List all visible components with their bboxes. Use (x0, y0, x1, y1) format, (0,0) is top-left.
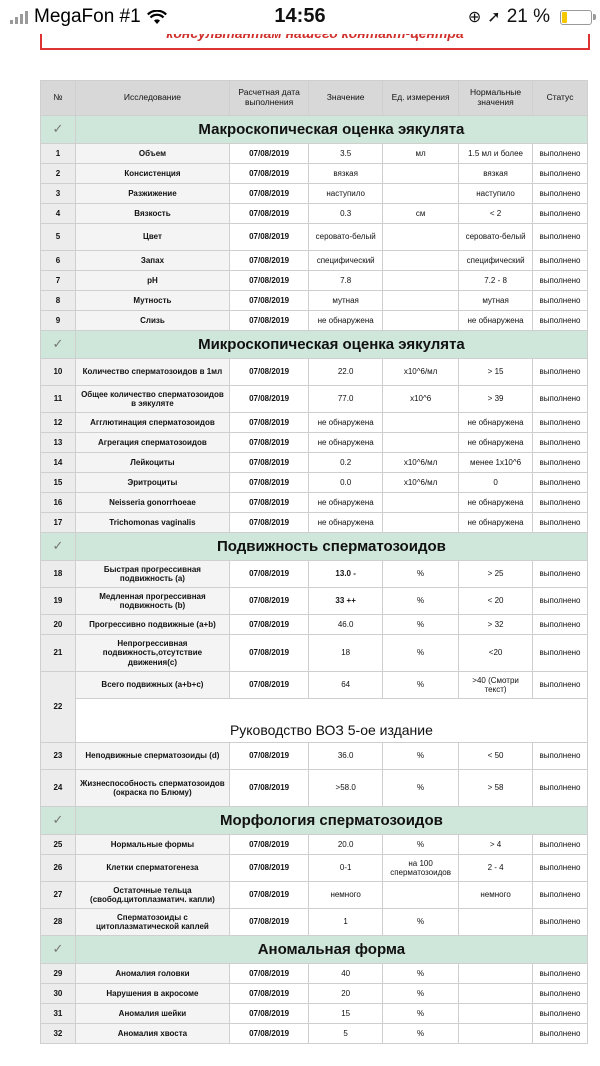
normal-range: вязкая (459, 164, 533, 184)
test-name: Прогрессивно подвижные (a+b) (75, 615, 229, 635)
table-row (41, 204, 588, 224)
due-date: 07/08/2019 (230, 743, 309, 770)
normal-range: > 15 (459, 359, 533, 386)
row-number: 30 (41, 984, 76, 1004)
result-value: немного (309, 882, 383, 909)
normal-range: < 50 (459, 743, 533, 770)
table-row (41, 493, 588, 513)
unit (383, 513, 459, 533)
due-date: 07/08/2019 (230, 615, 309, 635)
result-value: 0.2 (309, 453, 383, 473)
results-table (40, 80, 588, 1044)
row-number: 19 (41, 588, 76, 615)
section-title: Подвижность сперматозоидов (75, 533, 587, 561)
who-guideline-note: Руководство ВОЗ 5-ое издание (75, 699, 587, 743)
due-date: 07/08/2019 (230, 882, 309, 909)
test-name: Мутность (75, 291, 229, 311)
unit: % (383, 1024, 459, 1044)
normal-range (459, 984, 533, 1004)
checkmark-icon: ✓ (41, 807, 76, 835)
test-name: Клетки сперматогенеза (75, 855, 229, 882)
status-text: выполнено (533, 1024, 588, 1044)
section-title: Морфология сперматозоидов (75, 807, 587, 835)
col-header: Ед. измерения (383, 81, 459, 116)
table-row (41, 1024, 588, 1044)
row-number: 32 (41, 1024, 76, 1044)
normal-range: менее 1x10^6 (459, 453, 533, 473)
status-text: выполнено (533, 164, 588, 184)
unit (383, 271, 459, 291)
due-date: 07/08/2019 (230, 311, 309, 331)
table-row (41, 909, 588, 936)
col-header: № (41, 81, 76, 116)
normal-range: не обнаружена (459, 513, 533, 533)
status-text: выполнено (533, 513, 588, 533)
row-number: 8 (41, 291, 76, 311)
result-value: 0-1 (309, 855, 383, 882)
table-row (41, 453, 588, 473)
status-text: выполнено (533, 204, 588, 224)
table-row (41, 144, 588, 164)
row-number: 2 (41, 164, 76, 184)
unit: % (383, 984, 459, 1004)
result-value: не обнаружена (309, 493, 383, 513)
row-number: 31 (41, 1004, 76, 1024)
row-number: 16 (41, 493, 76, 513)
due-date: 07/08/2019 (230, 386, 309, 413)
normal-range: немного (459, 882, 533, 909)
row-number: 23 (41, 743, 76, 770)
result-value: 3.5 (309, 144, 383, 164)
normal-range: мутная (459, 291, 533, 311)
status-text: выполнено (533, 359, 588, 386)
status-bar (0, 0, 600, 34)
result-value: специфический (309, 251, 383, 271)
normal-range: не обнаружена (459, 433, 533, 453)
row-number: 15 (41, 473, 76, 493)
normal-range: <20 (459, 635, 533, 672)
unit (383, 291, 459, 311)
table-row (41, 224, 588, 251)
result-value: не обнаружена (309, 311, 383, 331)
col-header: Исследование (75, 81, 229, 116)
checkmark-icon: ✓ (41, 116, 76, 144)
table-row (41, 855, 588, 882)
result-value: 7.8 (309, 271, 383, 291)
due-date: 07/08/2019 (230, 909, 309, 936)
status-text: выполнено (533, 184, 588, 204)
location-icon: ➚ (487, 9, 501, 26)
due-date: 07/08/2019 (230, 453, 309, 473)
due-date: 07/08/2019 (230, 413, 309, 433)
results-sheet (40, 80, 588, 1044)
test-name: Быстрая прогрессивная подвижность (a) (75, 561, 229, 588)
result-value: наступило (309, 184, 383, 204)
due-date: 07/08/2019 (230, 271, 309, 291)
status-text: выполнено (533, 964, 588, 984)
unit: % (383, 835, 459, 855)
result-value: 0.3 (309, 204, 383, 224)
section-title: Аномальная форма (75, 936, 587, 964)
due-date: 07/08/2019 (230, 561, 309, 588)
result-value: 40 (309, 964, 383, 984)
test-name: Количество сперматозоидов в 1мл (75, 359, 229, 386)
normal-range: >40 (Смотри текст) (459, 672, 533, 699)
due-date: 07/08/2019 (230, 433, 309, 453)
unit (383, 413, 459, 433)
status-text: выполнено (533, 413, 588, 433)
normal-range: > 25 (459, 561, 533, 588)
unit (383, 251, 459, 271)
test-name: Всего подвижных (a+b+c) (75, 672, 229, 699)
unit (383, 882, 459, 909)
result-value: 22.0 (309, 359, 383, 386)
col-header: Значение (309, 81, 383, 116)
test-name: Neisseria gonorrhoeae (75, 493, 229, 513)
test-name: Аномалия головки (75, 964, 229, 984)
test-name: Общее количество сперматозоидов в эякуляте (75, 386, 229, 413)
section-title: Макроскопическая оценка эякулята (75, 116, 587, 144)
status-text: выполнено (533, 271, 588, 291)
due-date: 07/08/2019 (230, 984, 309, 1004)
normal-range: 0 (459, 473, 533, 493)
result-value: 33 ++ (309, 588, 383, 615)
row-number: 21 (41, 635, 76, 672)
col-header: Нормальные значения (459, 81, 533, 116)
row-number: 22 (41, 672, 76, 743)
row-number: 9 (41, 311, 76, 331)
result-value: 18 (309, 635, 383, 672)
status-text: выполнено (533, 743, 588, 770)
test-name: Нарушения в акросоме (75, 984, 229, 1004)
normal-range: > 32 (459, 615, 533, 635)
status-text: выполнено (533, 473, 588, 493)
table-row (41, 984, 588, 1004)
test-name: Непрогрессивная подвижность,отсутствие движения(c) (75, 635, 229, 672)
checkmark-icon: ✓ (41, 936, 76, 964)
unit: % (383, 672, 459, 699)
normal-range: > 58 (459, 770, 533, 807)
row-number: 25 (41, 835, 76, 855)
unit: x10^6 (383, 386, 459, 413)
test-name: Лейкоциты (75, 453, 229, 473)
due-date: 07/08/2019 (230, 672, 309, 699)
row-number: 12 (41, 413, 76, 433)
due-date: 07/08/2019 (230, 835, 309, 855)
row-number: 14 (41, 453, 76, 473)
table-row (41, 184, 588, 204)
section-header-row (41, 331, 588, 359)
orientation-lock-icon: ⊕ (467, 9, 482, 26)
due-date: 07/08/2019 (230, 184, 309, 204)
normal-range: > 39 (459, 386, 533, 413)
test-name: Консистенция (75, 164, 229, 184)
result-value: 46.0 (309, 615, 383, 635)
due-date: 07/08/2019 (230, 164, 309, 184)
normal-range: специфический (459, 251, 533, 271)
result-value: 36.0 (309, 743, 383, 770)
row-number: 11 (41, 386, 76, 413)
unit: см (383, 204, 459, 224)
test-name: Нормальные формы (75, 835, 229, 855)
unit: мл (383, 144, 459, 164)
test-name: Объем (75, 144, 229, 164)
table-row (41, 588, 588, 615)
status-text: выполнено (533, 251, 588, 271)
unit: x10^6/мл (383, 453, 459, 473)
section-header-row (41, 116, 588, 144)
unit (383, 493, 459, 513)
result-value: мутная (309, 291, 383, 311)
status-text: выполнено (533, 386, 588, 413)
test-name: Медленная прогрессивная подвижность (b) (75, 588, 229, 615)
row-number: 17 (41, 513, 76, 533)
due-date: 07/08/2019 (230, 964, 309, 984)
table-header-row (41, 81, 588, 116)
unit (383, 224, 459, 251)
checkmark-icon: ✓ (41, 331, 76, 359)
test-name: Неподвижные сперматозоиды (d) (75, 743, 229, 770)
status-text: выполнено (533, 615, 588, 635)
row-number: 13 (41, 433, 76, 453)
due-date: 07/08/2019 (230, 1004, 309, 1024)
test-name: pH (75, 271, 229, 291)
unit: % (383, 588, 459, 615)
result-value: не обнаружена (309, 413, 383, 433)
test-name: Слизь (75, 311, 229, 331)
due-date: 07/08/2019 (230, 224, 309, 251)
battery-percent: 21 % (506, 6, 550, 27)
col-header: Расчетная дата выполнения (230, 81, 309, 116)
table-row (41, 743, 588, 770)
status-text: выполнено (533, 493, 588, 513)
due-date: 07/08/2019 (230, 635, 309, 672)
test-name: Жизнеспособность сперматозоидов (окраска по Блюму) (75, 770, 229, 807)
result-value: 5 (309, 1024, 383, 1044)
normal-range: не обнаружена (459, 413, 533, 433)
table-row (41, 882, 588, 909)
normal-range (459, 909, 533, 936)
row-number: 20 (41, 615, 76, 635)
table-row (41, 964, 588, 984)
result-value: не обнаружена (309, 513, 383, 533)
result-value: 20.0 (309, 835, 383, 855)
status-text: выполнено (533, 224, 588, 251)
due-date: 07/08/2019 (230, 770, 309, 807)
col-header: Статус (533, 81, 588, 116)
unit: на 100 сперматозоидов (383, 855, 459, 882)
result-value: 13.0 - (309, 561, 383, 588)
normal-range: 1.5 мл и более (459, 144, 533, 164)
row-number: 5 (41, 224, 76, 251)
status-right (468, 6, 592, 28)
table-row (41, 770, 588, 807)
due-date: 07/08/2019 (230, 493, 309, 513)
normal-range (459, 1004, 533, 1024)
row-number: 24 (41, 770, 76, 807)
result-value: не обнаружена (309, 433, 383, 453)
test-name: Сперматозоиды с цитоплазматической каплей (75, 909, 229, 936)
unit: % (383, 1004, 459, 1024)
table-row (41, 473, 588, 493)
result-value: 20 (309, 984, 383, 1004)
table-row (41, 561, 588, 588)
row-number: 27 (41, 882, 76, 909)
status-text: выполнено (533, 635, 588, 672)
row-number: 18 (41, 561, 76, 588)
status-text: выполнено (533, 561, 588, 588)
section-header-row (41, 807, 588, 835)
carrier-name: MegaFon #1 (34, 6, 141, 27)
test-name: Аномалия шейки (75, 1004, 229, 1024)
unit (383, 164, 459, 184)
test-name: Запах (75, 251, 229, 271)
due-date: 07/08/2019 (230, 855, 309, 882)
status-text: выполнено (533, 770, 588, 807)
table-row (41, 251, 588, 271)
table-row (41, 615, 588, 635)
table-row (41, 271, 588, 291)
test-name: Цвет (75, 224, 229, 251)
row-number: 26 (41, 855, 76, 882)
due-date: 07/08/2019 (230, 513, 309, 533)
normal-range: серовато-белый (459, 224, 533, 251)
unit: % (383, 615, 459, 635)
unit: x10^6/мл (383, 473, 459, 493)
table-row (41, 164, 588, 184)
unit (383, 311, 459, 331)
row-number: 6 (41, 251, 76, 271)
row-number: 3 (41, 184, 76, 204)
row-number: 4 (41, 204, 76, 224)
section-header-row (41, 936, 588, 964)
test-name: Вязкость (75, 204, 229, 224)
unit: % (383, 909, 459, 936)
result-value: 64 (309, 672, 383, 699)
due-date: 07/08/2019 (230, 588, 309, 615)
status-text: выполнено (533, 291, 588, 311)
status-text: выполнено (533, 984, 588, 1004)
normal-range: не обнаружена (459, 311, 533, 331)
row-number: 29 (41, 964, 76, 984)
section-title: Микроскопическая оценка эякулята (75, 331, 587, 359)
section-header-row (41, 533, 588, 561)
normal-range: не обнаружена (459, 493, 533, 513)
status-text: выполнено (533, 453, 588, 473)
normal-range (459, 1024, 533, 1044)
status-text: выполнено (533, 311, 588, 331)
unit (383, 433, 459, 453)
checkmark-icon: ✓ (41, 533, 76, 561)
due-date: 07/08/2019 (230, 359, 309, 386)
unit: % (383, 743, 459, 770)
status-text: выполнено (533, 855, 588, 882)
normal-range (459, 964, 533, 984)
table-row (41, 311, 588, 331)
unit: % (383, 635, 459, 672)
due-date: 07/08/2019 (230, 291, 309, 311)
result-value: >58.0 (309, 770, 383, 807)
test-name: Агглютинация сперматозоидов (75, 413, 229, 433)
result-value: серовато-белый (309, 224, 383, 251)
table-row (41, 291, 588, 311)
status-text: выполнено (533, 433, 588, 453)
status-text: выполнено (533, 1004, 588, 1024)
row-number: 10 (41, 359, 76, 386)
test-name: Разжижение (75, 184, 229, 204)
unit: % (383, 964, 459, 984)
normal-range: < 20 (459, 588, 533, 615)
due-date: 07/08/2019 (230, 1024, 309, 1044)
normal-range: < 2 (459, 204, 533, 224)
normal-range: наступило (459, 184, 533, 204)
row-number: 28 (41, 909, 76, 936)
test-name: Агрегация сперматозоидов (75, 433, 229, 453)
result-value: 77.0 (309, 386, 383, 413)
table-row (41, 835, 588, 855)
status-text: выполнено (533, 588, 588, 615)
due-date: 07/08/2019 (230, 204, 309, 224)
due-date: 07/08/2019 (230, 251, 309, 271)
table-row (41, 635, 588, 672)
clock: 14:56 (274, 5, 326, 27)
table-row (41, 413, 588, 433)
status-text: выполнено (533, 882, 588, 909)
unit: % (383, 770, 459, 807)
test-name: Аномалия хвоста (75, 1024, 229, 1044)
battery-icon (560, 10, 592, 25)
table-row (41, 386, 588, 413)
status-text: выполнено (533, 909, 588, 936)
table-row (41, 433, 588, 453)
result-value: 0.0 (309, 473, 383, 493)
due-date: 07/08/2019 (230, 473, 309, 493)
normal-range: > 4 (459, 835, 533, 855)
due-date: 07/08/2019 (230, 144, 309, 164)
unit: x10^6/мл (383, 359, 459, 386)
table-row (41, 1004, 588, 1024)
test-name: Остаточные тельца (свобод.цитоплазматич. капли) (75, 882, 229, 909)
result-value: вязкая (309, 164, 383, 184)
table-row (41, 513, 588, 533)
table-row (41, 359, 588, 386)
note-row (41, 699, 588, 743)
status-text: выполнено (533, 672, 588, 699)
row-number: 7 (41, 271, 76, 291)
row-number: 1 (41, 144, 76, 164)
result-value: 1 (309, 909, 383, 936)
unit (383, 184, 459, 204)
unit: % (383, 561, 459, 588)
result-value: 15 (309, 1004, 383, 1024)
table-row (41, 672, 588, 699)
test-name: Эритроциты (75, 473, 229, 493)
normal-range: 7.2 - 8 (459, 271, 533, 291)
test-name: Trichomonas vaginalis (75, 513, 229, 533)
normal-range: 2 - 4 (459, 855, 533, 882)
status-text: выполнено (533, 144, 588, 164)
status-text: выполнено (533, 835, 588, 855)
